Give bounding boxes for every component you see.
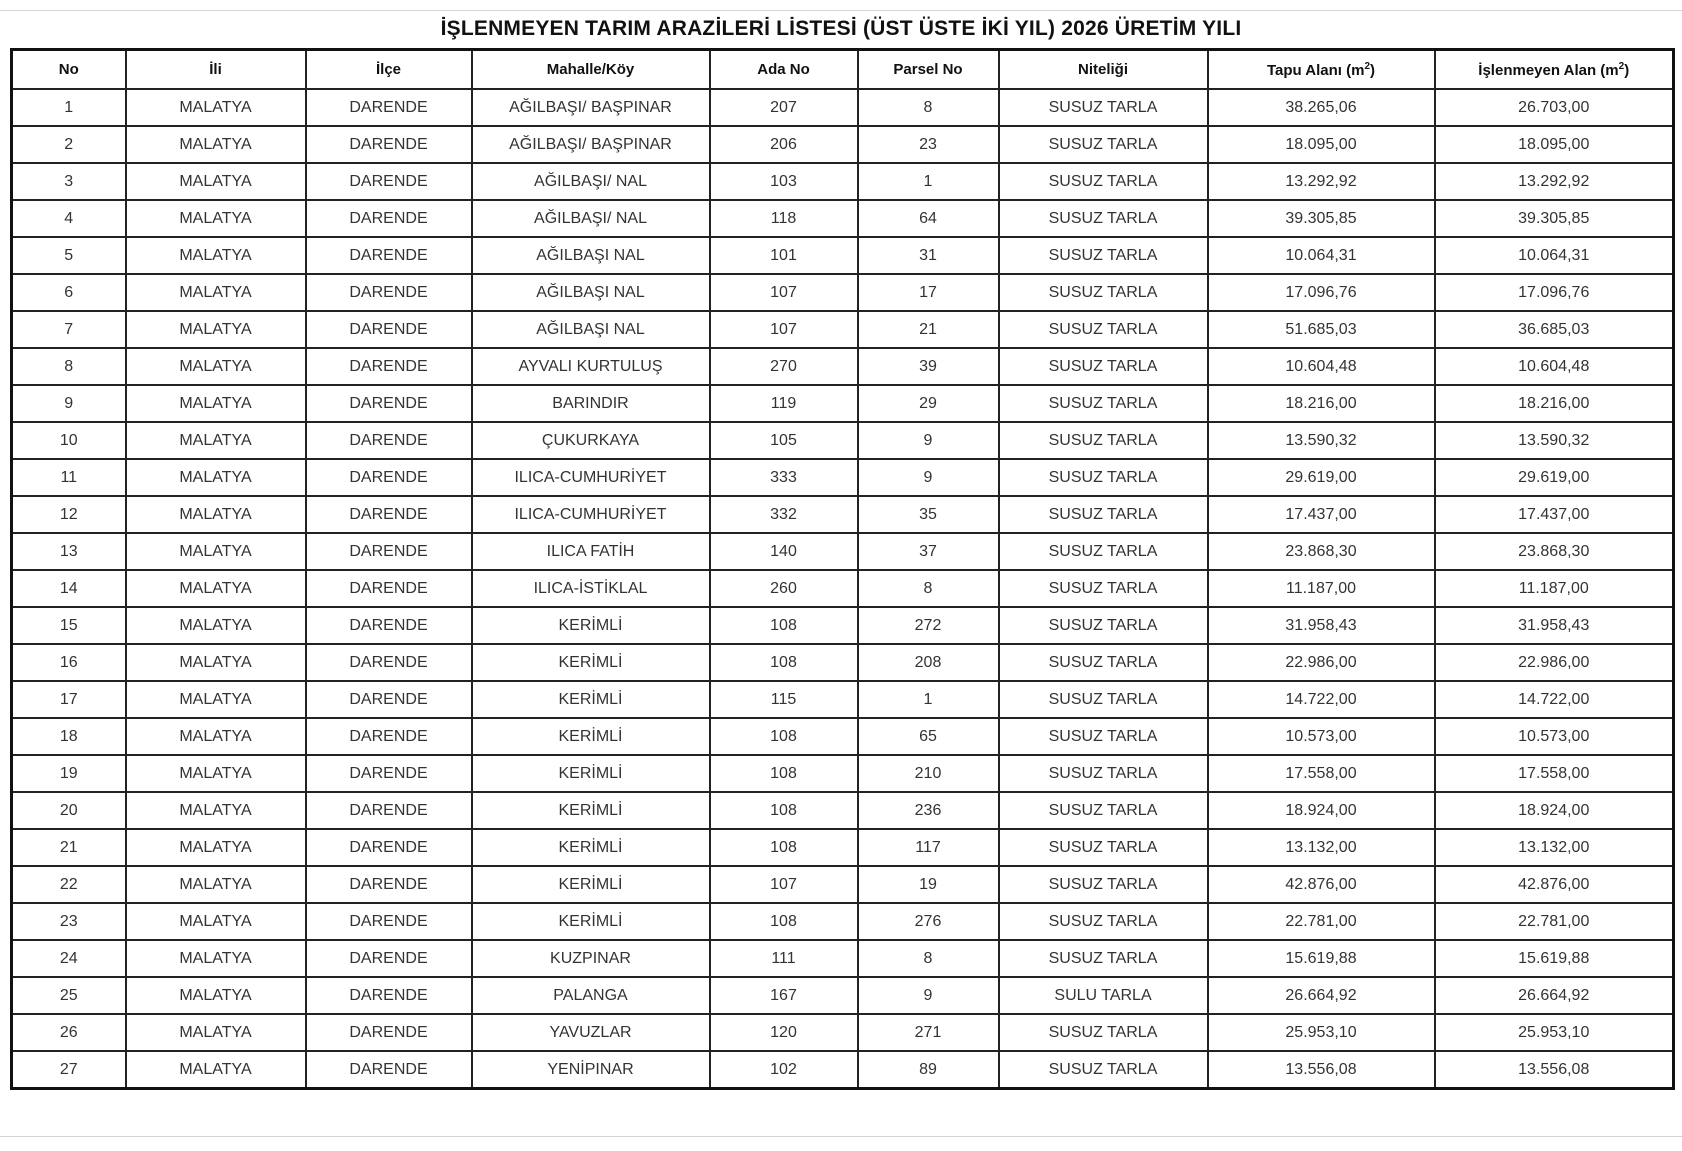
cell-ilce[interactable]: DARENDE — [306, 977, 472, 1014]
cell-nitelik[interactable]: SUSUZ TARLA — [999, 1051, 1208, 1089]
cell-nitelik[interactable]: SUSUZ TARLA — [999, 89, 1208, 126]
cell-nitelik[interactable]: SUSUZ TARLA — [999, 1014, 1208, 1051]
cell-tapu-alani[interactable]: 29.619,00 — [1208, 459, 1435, 496]
cell-il[interactable]: MALATYA — [126, 533, 306, 570]
cell-il[interactable]: MALATYA — [126, 755, 306, 792]
cell-islenmeyen-alan[interactable]: 39.305,85 — [1435, 200, 1674, 237]
cell-nitelik[interactable]: SUSUZ TARLA — [999, 311, 1208, 348]
cell-islenmeyen-alan[interactable]: 14.722,00 — [1435, 681, 1674, 718]
cell-ilce[interactable]: DARENDE — [306, 1051, 472, 1089]
cell-ilce[interactable]: DARENDE — [306, 829, 472, 866]
cell-mahalle[interactable]: KERİMLİ — [472, 903, 710, 940]
cell-il[interactable]: MALATYA — [126, 829, 306, 866]
cell-nitelik[interactable]: SUSUZ TARLA — [999, 903, 1208, 940]
cell-no[interactable]: 25 — [12, 977, 126, 1014]
cell-nitelik[interactable]: SUSUZ TARLA — [999, 607, 1208, 644]
cell-ilce[interactable]: DARENDE — [306, 940, 472, 977]
cell-islenmeyen-alan[interactable]: 22.986,00 — [1435, 644, 1674, 681]
cell-tapu-alani[interactable]: 13.132,00 — [1208, 829, 1435, 866]
column-header-ilce[interactable]: İlçe — [306, 50, 472, 90]
cell-ilce[interactable]: DARENDE — [306, 422, 472, 459]
cell-parsel[interactable]: 37 — [858, 533, 999, 570]
cell-no[interactable]: 12 — [12, 496, 126, 533]
cell-tapu-alani[interactable]: 18.924,00 — [1208, 792, 1435, 829]
cell-il[interactable]: MALATYA — [126, 681, 306, 718]
cell-ada[interactable]: 120 — [710, 1014, 858, 1051]
column-header-tapu-close: ) — [1370, 61, 1376, 79]
cell-ilce[interactable]: DARENDE — [306, 681, 472, 718]
cell-ada[interactable]: 207 — [710, 89, 858, 126]
cell-tapu-alani[interactable]: 42.876,00 — [1208, 866, 1435, 903]
cell-il[interactable]: MALATYA — [126, 607, 306, 644]
cell-mahalle[interactable]: KERİMLİ — [472, 792, 710, 829]
cell-nitelik[interactable]: SUSUZ TARLA — [999, 237, 1208, 274]
cell-mahalle[interactable]: KERİMLİ — [472, 607, 710, 644]
cell-nitelik[interactable]: SUSUZ TARLA — [999, 459, 1208, 496]
table-row — [12, 681, 1674, 718]
cell-ilce[interactable]: DARENDE — [306, 200, 472, 237]
cell-ilce[interactable]: DARENDE — [306, 89, 472, 126]
cell-tapu-alani[interactable]: 13.590,32 — [1208, 422, 1435, 459]
table-row — [12, 1051, 1674, 1089]
cell-tapu-alani[interactable]: 18.095,00 — [1208, 126, 1435, 163]
cell-ilce[interactable]: DARENDE — [306, 866, 472, 903]
cell-ilce[interactable]: DARENDE — [306, 496, 472, 533]
table-row — [12, 200, 1674, 237]
cell-islenmeyen-alan[interactable]: 17.558,00 — [1435, 755, 1674, 792]
cell-nitelik[interactable]: SUSUZ TARLA — [999, 644, 1208, 681]
cell-islenmeyen-alan[interactable]: 31.958,43 — [1435, 607, 1674, 644]
cell-parsel[interactable]: 8 — [858, 89, 999, 126]
table-row — [12, 385, 1674, 422]
cell-no[interactable]: 14 — [12, 570, 126, 607]
cell-mahalle[interactable]: KERİMLİ — [472, 866, 710, 903]
cell-parsel[interactable]: 8 — [858, 570, 999, 607]
cell-mahalle[interactable]: KERİMLİ — [472, 681, 710, 718]
column-header-mahalle[interactable]: Mahalle/Köy — [472, 50, 710, 90]
cell-islenmeyen-alan[interactable]: 26.703,00 — [1435, 89, 1674, 126]
cell-parsel[interactable]: 117 — [858, 829, 999, 866]
cell-no[interactable]: 9 — [12, 385, 126, 422]
cell-il[interactable]: MALATYA — [126, 496, 306, 533]
cell-islenmeyen-alan[interactable]: 29.619,00 — [1435, 459, 1674, 496]
cell-mahalle[interactable]: ILICA FATİH — [472, 533, 710, 570]
cell-islenmeyen-alan[interactable]: 17.437,00 — [1435, 496, 1674, 533]
cell-ada[interactable]: 111 — [710, 940, 858, 977]
table-row — [12, 607, 1674, 644]
cell-tapu-alani[interactable]: 22.986,00 — [1208, 644, 1435, 681]
cell-mahalle[interactable]: ILICA-İSTİKLAL — [472, 570, 710, 607]
cell-mahalle[interactable]: AĞILBAŞI/ BAŞPINAR — [472, 89, 710, 126]
cell-mahalle[interactable]: AĞILBAŞI/ NAL — [472, 163, 710, 200]
cell-il[interactable]: MALATYA — [126, 459, 306, 496]
table-row — [12, 311, 1674, 348]
cell-islenmeyen-alan[interactable]: 13.132,00 — [1435, 829, 1674, 866]
cell-tapu-alani[interactable]: 14.722,00 — [1208, 681, 1435, 718]
cell-il[interactable]: MALATYA — [126, 274, 306, 311]
cell-parsel[interactable]: 35 — [858, 496, 999, 533]
cell-mahalle[interactable]: KERİMLİ — [472, 644, 710, 681]
column-header-islenmeyen-label: İşlenmeyen Alan (m — [1478, 61, 1619, 79]
cell-ada[interactable]: 101 — [710, 237, 858, 274]
cell-islenmeyen-alan[interactable]: 15.619,88 — [1435, 940, 1674, 977]
cell-mahalle[interactable]: YAVUZLAR — [472, 1014, 710, 1051]
cell-no[interactable]: 23 — [12, 903, 126, 940]
cell-mahalle[interactable]: ILICA-CUMHURİYET — [472, 459, 710, 496]
column-header-islenmeyen-alan[interactable] — [1435, 50, 1674, 90]
table-row — [12, 866, 1674, 903]
cell-il[interactable]: MALATYA — [126, 385, 306, 422]
cell-no[interactable]: 19 — [12, 755, 126, 792]
spreadsheet-gridline-bottom — [0, 1136, 1682, 1151]
cell-mahalle[interactable]: KUZPINAR — [472, 940, 710, 977]
cell-islenmeyen-alan[interactable]: 10.604,48 — [1435, 348, 1674, 385]
cell-tapu-alani[interactable]: 13.292,92 — [1208, 163, 1435, 200]
cell-no[interactable]: 7 — [12, 311, 126, 348]
cell-nitelik[interactable]: SUSUZ TARLA — [999, 348, 1208, 385]
cell-il[interactable]: MALATYA — [126, 163, 306, 200]
cell-parsel[interactable]: 8 — [858, 940, 999, 977]
cell-mahalle[interactable]: KERİMLİ — [472, 829, 710, 866]
cell-ada[interactable]: 332 — [710, 496, 858, 533]
table-row — [12, 1014, 1674, 1051]
cell-ada[interactable]: 270 — [710, 348, 858, 385]
table-row — [12, 126, 1674, 163]
table-row — [12, 755, 1674, 792]
column-header-islenmeyen-sup: 2 — [1618, 60, 1625, 72]
cell-nitelik[interactable]: SUSUZ TARLA — [999, 792, 1208, 829]
cell-no[interactable]: 18 — [12, 718, 126, 755]
cell-parsel[interactable]: 276 — [858, 903, 999, 940]
cell-no[interactable]: 11 — [12, 459, 126, 496]
cell-il[interactable]: MALATYA — [126, 977, 306, 1014]
table-row — [12, 940, 1674, 977]
table-body — [12, 89, 1674, 1089]
cell-ada[interactable]: 108 — [710, 792, 858, 829]
cell-ilce[interactable]: DARENDE — [306, 533, 472, 570]
cell-islenmeyen-alan[interactable]: 42.876,00 — [1435, 866, 1674, 903]
cell-parsel[interactable]: 9 — [858, 459, 999, 496]
column-header-islenmeyen-close: ) — [1624, 61, 1630, 79]
cell-mahalle[interactable]: AĞILBAŞI NAL — [472, 237, 710, 274]
cell-nitelik[interactable]: SUSUZ TARLA — [999, 163, 1208, 200]
cell-ilce[interactable]: DARENDE — [306, 311, 472, 348]
table-row — [12, 903, 1674, 940]
cell-ilce[interactable]: DARENDE — [306, 274, 472, 311]
cell-il[interactable]: MALATYA — [126, 126, 306, 163]
cell-ada[interactable]: 107 — [710, 311, 858, 348]
cell-il[interactable]: MALATYA — [126, 866, 306, 903]
cell-no[interactable]: 13 — [12, 533, 126, 570]
cell-parsel[interactable]: 89 — [858, 1051, 999, 1089]
cell-ilce[interactable]: DARENDE — [306, 644, 472, 681]
cell-il[interactable]: MALATYA — [126, 792, 306, 829]
cell-tapu-alani[interactable]: 26.664,92 — [1208, 977, 1435, 1014]
cell-parsel[interactable]: 39 — [858, 348, 999, 385]
column-header-tapu-alani[interactable] — [1208, 50, 1435, 90]
table-row — [12, 533, 1674, 570]
cell-mahalle[interactable]: AĞILBAŞI NAL — [472, 311, 710, 348]
cell-il[interactable]: MALATYA — [126, 1014, 306, 1051]
cell-ilce[interactable]: DARENDE — [306, 385, 472, 422]
cell-tapu-alani[interactable]: 39.305,85 — [1208, 200, 1435, 237]
cell-parsel[interactable]: 17 — [858, 274, 999, 311]
cell-islenmeyen-alan[interactable]: 18.095,00 — [1435, 126, 1674, 163]
cell-nitelik[interactable]: SUSUZ TARLA — [999, 570, 1208, 607]
cell-ada[interactable]: 118 — [710, 200, 858, 237]
cell-mahalle[interactable]: ILICA-CUMHURİYET — [472, 496, 710, 533]
cell-tapu-alani[interactable]: 22.781,00 — [1208, 903, 1435, 940]
cell-ada[interactable]: 107 — [710, 866, 858, 903]
cell-no[interactable]: 4 — [12, 200, 126, 237]
spreadsheet-gridline-top — [0, 0, 1682, 11]
cell-mahalle[interactable]: AĞILBAŞI/ BAŞPINAR — [472, 126, 710, 163]
cell-parsel[interactable]: 65 — [858, 718, 999, 755]
cell-ilce[interactable]: DARENDE — [306, 348, 472, 385]
cell-islenmeyen-alan[interactable]: 13.556,08 — [1435, 1051, 1674, 1089]
cell-nitelik[interactable]: SUSUZ TARLA — [999, 385, 1208, 422]
cell-mahalle[interactable]: AĞILBAŞI NAL — [472, 274, 710, 311]
cell-il[interactable]: MALATYA — [126, 237, 306, 274]
cell-parsel[interactable]: 208 — [858, 644, 999, 681]
cell-tapu-alani[interactable]: 10.604,48 — [1208, 348, 1435, 385]
cell-no[interactable]: 21 — [12, 829, 126, 866]
cell-islenmeyen-alan[interactable]: 13.590,32 — [1435, 422, 1674, 459]
cell-parsel[interactable]: 31 — [858, 237, 999, 274]
cell-mahalle[interactable]: AĞILBAŞI/ NAL — [472, 200, 710, 237]
cell-tapu-alani[interactable]: 17.558,00 — [1208, 755, 1435, 792]
cell-tapu-alani[interactable]: 51.685,03 — [1208, 311, 1435, 348]
cell-nitelik[interactable]: SUSUZ TARLA — [999, 200, 1208, 237]
cell-il[interactable]: MALATYA — [126, 89, 306, 126]
cell-ilce[interactable]: DARENDE — [306, 903, 472, 940]
cell-tapu-alani[interactable]: 38.265,06 — [1208, 89, 1435, 126]
cell-no[interactable]: 1 — [12, 89, 126, 126]
table-row — [12, 459, 1674, 496]
cell-tapu-alani[interactable]: 17.096,76 — [1208, 274, 1435, 311]
cell-ada[interactable]: 333 — [710, 459, 858, 496]
cell-ada[interactable]: 167 — [710, 977, 858, 1014]
cell-islenmeyen-alan[interactable]: 18.216,00 — [1435, 385, 1674, 422]
cell-il[interactable]: MALATYA — [126, 311, 306, 348]
cell-ada[interactable]: 108 — [710, 755, 858, 792]
cell-parsel[interactable]: 9 — [858, 977, 999, 1014]
cell-no[interactable]: 27 — [12, 1051, 126, 1089]
cell-nitelik[interactable]: SUSUZ TARLA — [999, 755, 1208, 792]
cell-islenmeyen-alan[interactable]: 26.664,92 — [1435, 977, 1674, 1014]
cell-no[interactable]: 15 — [12, 607, 126, 644]
cell-ada[interactable]: 108 — [710, 718, 858, 755]
cell-ilce[interactable]: DARENDE — [306, 607, 472, 644]
cell-ada[interactable]: 119 — [710, 385, 858, 422]
cell-ada[interactable]: 102 — [710, 1051, 858, 1089]
cell-ilce[interactable]: DARENDE — [306, 755, 472, 792]
cell-ilce[interactable]: DARENDE — [306, 1014, 472, 1051]
cell-ada[interactable]: 108 — [710, 903, 858, 940]
cell-parsel[interactable]: 19 — [858, 866, 999, 903]
cell-no[interactable]: 5 — [12, 237, 126, 274]
cell-il[interactable]: MALATYA — [126, 1051, 306, 1089]
cell-ada[interactable]: 206 — [710, 126, 858, 163]
cell-no[interactable]: 26 — [12, 1014, 126, 1051]
cell-il[interactable]: MALATYA — [126, 718, 306, 755]
cell-mahalle[interactable]: KERİMLİ — [472, 755, 710, 792]
table-row — [12, 348, 1674, 385]
cell-islenmeyen-alan[interactable]: 10.064,31 — [1435, 237, 1674, 274]
table-row — [12, 274, 1674, 311]
table-row — [12, 163, 1674, 200]
cell-no[interactable]: 22 — [12, 866, 126, 903]
table-row — [12, 89, 1674, 126]
cell-islenmeyen-alan[interactable]: 25.953,10 — [1435, 1014, 1674, 1051]
cell-parsel[interactable]: 236 — [858, 792, 999, 829]
column-header-parsel[interactable]: Parsel No — [858, 50, 999, 90]
column-header-ada[interactable]: Ada No — [710, 50, 858, 90]
table-row — [12, 977, 1674, 1014]
cell-no[interactable]: 16 — [12, 644, 126, 681]
cell-nitelik[interactable]: SUSUZ TARLA — [999, 126, 1208, 163]
cell-no[interactable]: 24 — [12, 940, 126, 977]
table-row — [12, 829, 1674, 866]
cell-no[interactable]: 3 — [12, 163, 126, 200]
cell-tapu-alani[interactable]: 31.958,43 — [1208, 607, 1435, 644]
cell-ada[interactable]: 260 — [710, 570, 858, 607]
cell-tapu-alani[interactable]: 18.216,00 — [1208, 385, 1435, 422]
cell-tapu-alani[interactable]: 25.953,10 — [1208, 1014, 1435, 1051]
cell-parsel[interactable]: 64 — [858, 200, 999, 237]
cell-il[interactable]: MALATYA — [126, 570, 306, 607]
cell-no[interactable]: 20 — [12, 792, 126, 829]
cell-il[interactable]: MALATYA — [126, 200, 306, 237]
cell-tapu-alani[interactable]: 13.556,08 — [1208, 1051, 1435, 1089]
cell-mahalle[interactable]: PALANGA — [472, 977, 710, 1014]
table-row — [12, 792, 1674, 829]
cell-ada[interactable]: 140 — [710, 533, 858, 570]
cell-parsel[interactable]: 21 — [858, 311, 999, 348]
cell-nitelik[interactable]: SUSUZ TARLA — [999, 274, 1208, 311]
cell-mahalle[interactable]: YENİPINAR — [472, 1051, 710, 1089]
cell-islenmeyen-alan[interactable]: 18.924,00 — [1435, 792, 1674, 829]
table-row — [12, 496, 1674, 533]
sheet-title: İŞLENMEYEN TARIM ARAZİLERİ LİSTESİ (ÜST ÜSTE İKİ YIL) 2026 ÜRETİM YILI — [440, 17, 1242, 40]
cell-ada[interactable]: 108 — [710, 644, 858, 681]
cell-ada[interactable]: 115 — [710, 681, 858, 718]
cell-islenmeyen-alan[interactable]: 13.292,92 — [1435, 163, 1674, 200]
cell-islenmeyen-alan[interactable]: 36.685,03 — [1435, 311, 1674, 348]
cell-islenmeyen-alan[interactable]: 23.868,30 — [1435, 533, 1674, 570]
cell-ada[interactable]: 107 — [710, 274, 858, 311]
table-row — [12, 422, 1674, 459]
cell-parsel[interactable]: 1 — [858, 681, 999, 718]
cell-il[interactable]: MALATYA — [126, 348, 306, 385]
cell-no[interactable]: 8 — [12, 348, 126, 385]
table-row — [12, 237, 1674, 274]
cell-no[interactable]: 2 — [12, 126, 126, 163]
cell-ilce[interactable]: DARENDE — [306, 459, 472, 496]
cell-ilce[interactable]: DARENDE — [306, 792, 472, 829]
cell-nitelik[interactable]: SUSUZ TARLA — [999, 533, 1208, 570]
cell-parsel[interactable]: 210 — [858, 755, 999, 792]
cell-nitelik[interactable]: SUSUZ TARLA — [999, 718, 1208, 755]
cell-il[interactable]: MALATYA — [126, 903, 306, 940]
cell-ada[interactable]: 108 — [710, 829, 858, 866]
cell-nitelik[interactable]: SUSUZ TARLA — [999, 496, 1208, 533]
table-row — [12, 570, 1674, 607]
cell-nitelik[interactable]: SUSUZ TARLA — [999, 829, 1208, 866]
cell-nitelik[interactable]: SUSUZ TARLA — [999, 422, 1208, 459]
cell-ada[interactable]: 108 — [710, 607, 858, 644]
cell-mahalle[interactable]: AYVALI KURTULUŞ — [472, 348, 710, 385]
cell-il[interactable]: MALATYA — [126, 422, 306, 459]
cell-parsel[interactable]: 1 — [858, 163, 999, 200]
cell-ilce[interactable]: DARENDE — [306, 126, 472, 163]
cell-mahalle[interactable]: KERİMLİ — [472, 718, 710, 755]
table-row — [12, 718, 1674, 755]
cell-no[interactable]: 10 — [12, 422, 126, 459]
cell-parsel[interactable]: 29 — [858, 385, 999, 422]
column-header-tapu-label: Tapu Alanı (m — [1266, 61, 1365, 79]
cell-nitelik[interactable]: SUSUZ TARLA — [999, 681, 1208, 718]
cell-mahalle[interactable]: ÇUKURKAYA — [472, 422, 710, 459]
cell-tapu-alani[interactable]: 10.064,31 — [1208, 237, 1435, 274]
column-header-il[interactable]: İli — [126, 50, 306, 90]
cell-tapu-alani[interactable]: 15.619,88 — [1208, 940, 1435, 977]
cell-nitelik[interactable]: SUSUZ TARLA — [999, 866, 1208, 903]
cell-ilce[interactable]: DARENDE — [306, 237, 472, 274]
cell-mahalle[interactable]: BARINDIR — [472, 385, 710, 422]
column-header-nitelik[interactable]: Niteliği — [999, 50, 1208, 90]
cell-ilce[interactable]: DARENDE — [306, 570, 472, 607]
cell-tapu-alani[interactable]: 23.868,30 — [1208, 533, 1435, 570]
table-header-row — [12, 50, 1674, 90]
cell-no[interactable]: 17 — [12, 681, 126, 718]
cell-tapu-alani[interactable]: 11.187,00 — [1208, 570, 1435, 607]
cell-tapu-alani[interactable]: 10.573,00 — [1208, 718, 1435, 755]
cell-ilce[interactable]: DARENDE — [306, 718, 472, 755]
cell-il[interactable]: MALATYA — [126, 940, 306, 977]
cell-il[interactable]: MALATYA — [126, 644, 306, 681]
cell-tapu-alani[interactable]: 17.437,00 — [1208, 496, 1435, 533]
land-table — [10, 48, 1675, 1090]
cell-islenmeyen-alan[interactable]: 11.187,00 — [1435, 570, 1674, 607]
cell-islenmeyen-alan[interactable]: 17.096,76 — [1435, 274, 1674, 311]
column-header-no[interactable]: No — [12, 50, 126, 90]
cell-nitelik[interactable]: SUSUZ TARLA — [999, 940, 1208, 977]
cell-nitelik[interactable]: SULU TARLA — [999, 977, 1208, 1014]
cell-ada[interactable]: 103 — [710, 163, 858, 200]
column-header-tapu-sup: 2 — [1364, 60, 1371, 72]
table-row — [12, 644, 1674, 681]
cell-parsel[interactable]: 23 — [858, 126, 999, 163]
cell-parsel[interactable]: 9 — [858, 422, 999, 459]
cell-islenmeyen-alan[interactable]: 22.781,00 — [1435, 903, 1674, 940]
cell-parsel[interactable]: 272 — [858, 607, 999, 644]
cell-islenmeyen-alan[interactable]: 10.573,00 — [1435, 718, 1674, 755]
cell-no[interactable]: 6 — [12, 274, 126, 311]
cell-parsel[interactable]: 271 — [858, 1014, 999, 1051]
cell-ilce[interactable]: DARENDE — [306, 163, 472, 200]
cell-ada[interactable]: 105 — [710, 422, 858, 459]
